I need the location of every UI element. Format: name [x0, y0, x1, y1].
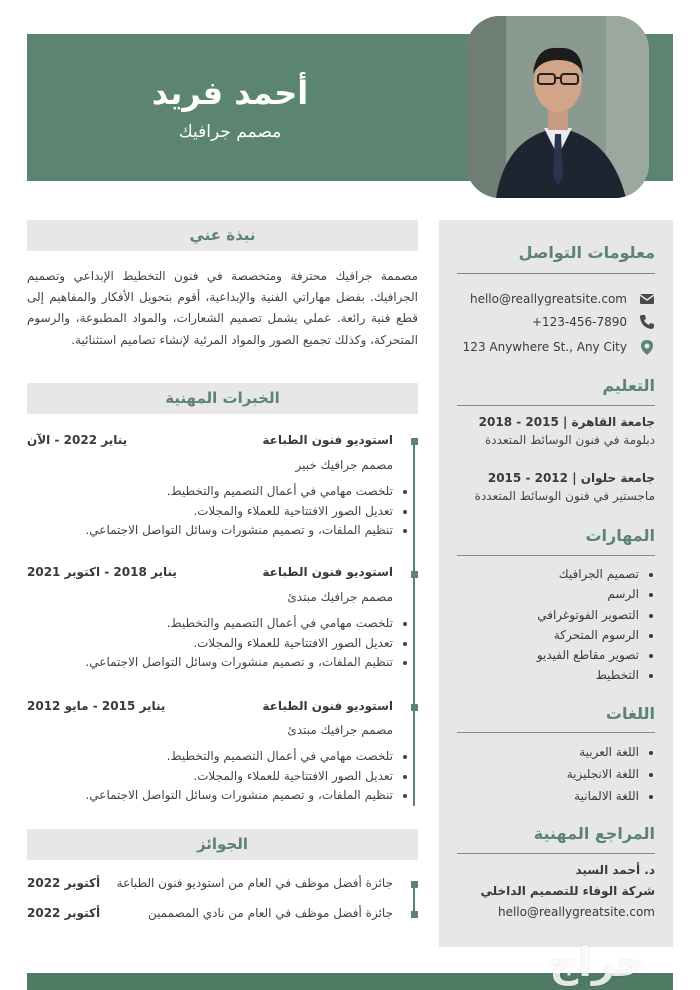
job-company: استوديو فنون الطباعة	[262, 433, 393, 447]
contact-address-text: 123 Anywhere St., Any City	[462, 340, 627, 354]
education-title: جامعة القاهرة | 2015 - 2018	[478, 415, 655, 429]
education-item	[455, 415, 655, 447]
skill-item: • التصوير الفوتوغرافي	[439, 605, 639, 625]
education-heading: التعليم	[602, 376, 655, 395]
skill-item: • الرسم	[439, 584, 639, 604]
timeline-dot	[411, 571, 418, 578]
contact-phone-text: +123-456-7890	[531, 315, 627, 329]
award-item	[27, 906, 393, 924]
education-subtitle: ماجستير في فنون الوسائط المتعددة	[474, 489, 655, 503]
divider	[457, 555, 655, 556]
skill-item: • الرسوم المتحركة	[439, 625, 639, 645]
skill-item: • التخطيط	[439, 665, 639, 685]
awards-heading: الجوائز	[27, 829, 418, 860]
education-title: جامعة حلوان | 2012 - 2015	[487, 471, 655, 485]
divider	[457, 853, 655, 854]
job-company: استوديو فنون الطباعة	[262, 565, 393, 579]
timeline-dot	[411, 881, 418, 888]
person-title: مصمم جرافيك	[178, 122, 282, 142]
contact-heading: معلومات التواصل	[518, 243, 655, 262]
job-role: مصمم جرافيك خبير	[295, 458, 393, 472]
person-name: أحمد فريد	[151, 74, 309, 112]
divider	[457, 405, 655, 406]
job-bullet: • تنظيم الملفات، و تصميم منشورات وسائل التواصل الاجتماعي.	[27, 786, 393, 806]
watermark: حراج	[549, 940, 646, 986]
phone-icon	[639, 314, 655, 330]
job-bullets	[27, 614, 411, 673]
job-header	[27, 565, 393, 583]
job-date: يناير 2015 - مايو 2012	[27, 699, 166, 713]
contact-email-text: hello@reallygreatsite.com	[469, 292, 627, 306]
job-bullet: • تلخصت مهامي في أعمال التصميم والتخطيط.	[27, 614, 393, 634]
award-text: جائزة أفضل موظف في العام من نادي المصممين	[147, 906, 393, 920]
timeline-dot	[411, 911, 418, 918]
skill-item: • تصميم الجرافيك	[439, 564, 639, 584]
contact-address	[455, 337, 655, 357]
award-text: جائزة أفضل موظف في العام من استوديو فنون الطباعة	[116, 876, 393, 890]
job-bullets	[27, 747, 411, 806]
email-icon	[639, 291, 655, 307]
skills-heading: المهارات	[585, 526, 655, 545]
job-bullets	[27, 482, 411, 541]
job-bullet: • تنظيم الملفات، و تصميم منشورات وسائل التواصل الاجتماعي.	[27, 521, 393, 541]
language-item: • اللغة العربية	[439, 741, 639, 763]
languages-heading: اللغات	[605, 704, 655, 723]
contact-email[interactable]	[455, 289, 655, 309]
award-item	[27, 876, 393, 894]
divider	[457, 732, 655, 733]
education-subtitle: دبلومة في فنون الوسائط المتعددة	[485, 433, 655, 447]
job-bullet: • تعديل الصور الافتتاحية للعملاء والمجلات.	[27, 502, 393, 522]
job-bullet: • تعديل الصور الافتتاحية للعملاء والمجلات.	[27, 767, 393, 787]
about-heading: نبذة عني	[27, 220, 418, 251]
job-bullet: • تنظيم الملفات، و تصميم منشورات وسائل التواصل الاجتماعي.	[27, 653, 393, 673]
profile-photo	[466, 16, 649, 198]
skill-item: • تصوير مقاطع الفيديو	[439, 645, 639, 665]
job-header	[27, 433, 393, 451]
job-bullet: • تلخصت مهامي في أعمال التصميم والتخطيط.	[27, 747, 393, 767]
contact-phone[interactable]	[455, 312, 655, 332]
divider	[457, 273, 655, 274]
award-date: أكتوبر 2022	[27, 876, 101, 890]
language-item: • اللغة الانجليزية	[439, 763, 639, 785]
job-date: يناير 2018 - اكتوبر 2021	[27, 565, 177, 579]
job-company: استوديو فنون الطباعة	[262, 699, 393, 713]
language-item: • اللغة الالمانية	[439, 785, 639, 807]
reference-name: د. أحمد السيد	[575, 863, 655, 877]
job-role: مصمم جرافيك مبتدئ	[287, 723, 393, 737]
languages-list	[439, 741, 655, 807]
job-bullet: • تعديل الصور الافتتاحية للعملاء والمجلات.	[27, 634, 393, 654]
reference-company: شركة الوفاء للتصميم الداخلي	[480, 884, 655, 898]
timeline-dot	[411, 704, 418, 711]
timeline-dot	[411, 438, 418, 445]
about-text: مصممة جرافيك محترفة ومتخصصة في فنون التخطيط الإبداعي وتصميم الجرافيك. بفضل مهاراتي الفنية والإبداعية، أقوم بتحويل الأفكار والمفاهيم إلى قطع فنية رائعة. عملي يشمل تصميم الشعارات، والمواد المطبوعة، والرسوم المتحركة، وكذلك تجميع الصور والمواد المرئية لإنشاء تصاميم استثنائية.	[27, 269, 418, 347]
reference-email[interactable]: hello@reallygreatsite.com	[497, 905, 655, 919]
job-date: يناير 2022 - الآن	[27, 433, 128, 447]
location-pin-icon	[639, 339, 655, 355]
experience-heading: الخبرات المهنية	[27, 383, 418, 414]
references-heading: المراجع المهنية	[533, 824, 655, 843]
timeline-line	[413, 438, 415, 806]
job-header	[27, 699, 393, 717]
skills-list	[439, 564, 655, 686]
education-item	[455, 471, 655, 503]
award-date: أكتوبر 2022	[27, 906, 101, 920]
job-role: مصمم جرافيك مبتدئ	[287, 590, 393, 604]
job-bullet: • تلخصت مهامي في أعمال التصميم والتخطيط.	[27, 482, 393, 502]
